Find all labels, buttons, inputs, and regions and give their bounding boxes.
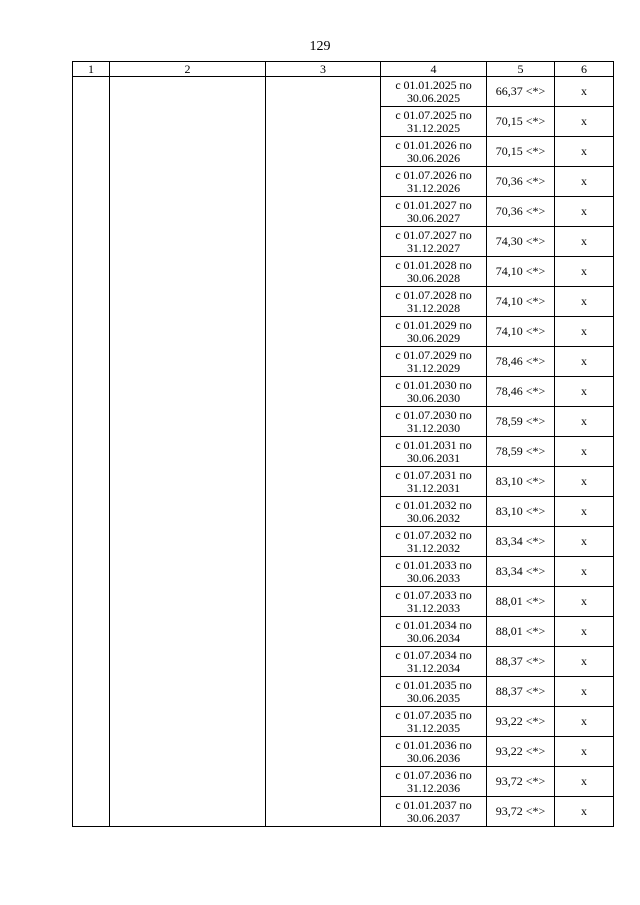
period-cell	[381, 407, 487, 437]
tariff-value-cell: 83,10 <*>	[487, 497, 555, 527]
period-start: с 01.07.2026 по	[395, 167, 472, 182]
tariff-value-cell: 78,46 <*>	[487, 347, 555, 377]
period-cell	[381, 437, 487, 467]
period-start: с 01.01.2029 по	[395, 317, 472, 332]
period-cell	[381, 587, 487, 617]
mark-cell: x	[555, 257, 614, 287]
tariff-value-cell: 83,10 <*>	[487, 467, 555, 497]
tariff-value-cell: 74,10 <*>	[487, 257, 555, 287]
period-cell	[381, 647, 487, 677]
period-cell	[381, 137, 487, 167]
period-cell	[381, 767, 487, 797]
period-cell	[381, 557, 487, 587]
col-3-cell	[266, 77, 381, 827]
column-header-5: 5	[487, 62, 555, 77]
period-end: 30.06.2028	[406, 270, 460, 285]
mark-cell: x	[555, 767, 614, 797]
mark-cell: x	[555, 437, 614, 467]
mark-cell: x	[555, 797, 614, 827]
period-cell	[381, 257, 487, 287]
period-cell	[381, 77, 487, 107]
period-cell	[381, 197, 487, 227]
period-end: 31.12.2032	[406, 540, 460, 555]
period-cell	[381, 527, 487, 557]
period-start: с 01.01.2037 по	[395, 797, 472, 812]
tariff-value-cell: 70,36 <*>	[487, 167, 555, 197]
period-end: 30.06.2037	[406, 810, 460, 825]
period-cell	[381, 107, 487, 137]
period-end: 30.06.2031	[406, 450, 460, 465]
period-start: с 01.01.2030 по	[395, 377, 472, 392]
table-row	[73, 77, 614, 107]
period-end: 31.12.2036	[406, 780, 460, 795]
period-start: с 01.07.2029 по	[395, 347, 472, 362]
mark-cell: x	[555, 137, 614, 167]
period-end: 31.12.2035	[406, 720, 460, 735]
col-1-cell	[73, 77, 110, 827]
mark-cell: x	[555, 497, 614, 527]
column-header-6: 6	[555, 62, 614, 77]
tariff-value-cell: 93,22 <*>	[487, 737, 555, 767]
mark-cell: x	[555, 647, 614, 677]
mark-cell: x	[555, 347, 614, 377]
period-end: 31.12.2031	[406, 480, 460, 495]
period-start: с 01.07.2036 по	[395, 767, 472, 782]
period-end: 31.12.2034	[406, 660, 460, 675]
period-end: 30.06.2026	[406, 150, 460, 165]
tariff-value-cell: 70,36 <*>	[487, 197, 555, 227]
period-end: 31.12.2027	[406, 240, 460, 255]
mark-cell: x	[555, 527, 614, 557]
tariff-value-cell: 66,37 <*>	[487, 77, 555, 107]
mark-cell: x	[555, 617, 614, 647]
tariff-value-cell: 83,34 <*>	[487, 527, 555, 557]
period-end: 30.06.2025	[406, 90, 460, 105]
period-cell	[381, 167, 487, 197]
period-cell	[381, 287, 487, 317]
tariff-value-cell: 78,46 <*>	[487, 377, 555, 407]
column-header-1: 1	[73, 62, 110, 77]
tariff-value-cell: 93,72 <*>	[487, 767, 555, 797]
period-start: с 01.01.2034 по	[395, 617, 472, 632]
mark-cell: x	[555, 197, 614, 227]
period-start: с 01.07.2028 по	[395, 287, 472, 302]
period-end: 31.12.2026	[406, 180, 460, 195]
column-header-4: 4	[381, 62, 487, 77]
column-header-3: 3	[266, 62, 381, 77]
period-start: с 01.01.2028 по	[395, 257, 472, 272]
tariff-value-cell: 88,01 <*>	[487, 617, 555, 647]
tariff-value-cell: 78,59 <*>	[487, 407, 555, 437]
tariff-value-cell: 83,34 <*>	[487, 557, 555, 587]
tariff-table	[72, 61, 614, 827]
tariff-value-cell: 74,10 <*>	[487, 317, 555, 347]
mark-cell: x	[555, 167, 614, 197]
period-end: 30.06.2029	[406, 330, 460, 345]
mark-cell: x	[555, 107, 614, 137]
period-start: с 01.01.2025 по	[395, 77, 472, 92]
header-row	[73, 62, 614, 77]
mark-cell: x	[555, 77, 614, 107]
period-start: с 01.07.2033 по	[395, 587, 472, 602]
mark-cell: x	[555, 737, 614, 767]
period-end: 30.06.2030	[406, 390, 460, 405]
period-end: 31.12.2025	[406, 120, 460, 135]
tariff-value-cell: 88,37 <*>	[487, 647, 555, 677]
period-start: с 01.01.2026 по	[395, 137, 472, 152]
period-end: 30.06.2027	[406, 210, 460, 225]
period-start: с 01.07.2027 по	[395, 227, 472, 242]
table-body	[73, 77, 614, 827]
period-start: с 01.07.2031 по	[395, 467, 472, 482]
period-end: 31.12.2033	[406, 600, 460, 615]
period-cell	[381, 677, 487, 707]
period-end: 30.06.2034	[406, 630, 460, 645]
period-cell	[381, 377, 487, 407]
tariff-value-cell: 88,01 <*>	[487, 587, 555, 617]
period-start: с 01.07.2030 по	[395, 407, 472, 422]
period-end: 30.06.2032	[406, 510, 460, 525]
tariff-value-cell: 74,30 <*>	[487, 227, 555, 257]
period-cell	[381, 707, 487, 737]
period-start: с 01.07.2035 по	[395, 707, 472, 722]
period-end: 31.12.2029	[406, 360, 460, 375]
tariff-value-cell: 70,15 <*>	[487, 137, 555, 167]
tariff-value-cell: 93,22 <*>	[487, 707, 555, 737]
mark-cell: x	[555, 467, 614, 497]
tariff-value-cell: 78,59 <*>	[487, 437, 555, 467]
period-cell	[381, 737, 487, 767]
period-cell	[381, 347, 487, 377]
period-start: с 01.01.2036 по	[395, 737, 472, 752]
period-start: с 01.01.2035 по	[395, 677, 472, 692]
mark-cell: x	[555, 677, 614, 707]
period-end: 30.06.2033	[406, 570, 460, 585]
period-cell	[381, 617, 487, 647]
mark-cell: x	[555, 587, 614, 617]
period-start: с 01.01.2027 по	[395, 197, 472, 212]
period-cell	[381, 227, 487, 257]
period-start: с 01.07.2032 по	[395, 527, 472, 542]
period-end: 31.12.2028	[406, 300, 460, 315]
col-2-cell	[110, 77, 266, 827]
mark-cell: x	[555, 287, 614, 317]
mark-cell: x	[555, 317, 614, 347]
tariff-value-cell: 74,10 <*>	[487, 287, 555, 317]
period-cell	[381, 497, 487, 527]
tariff-value-cell: 70,15 <*>	[487, 107, 555, 137]
mark-cell: x	[555, 377, 614, 407]
tariff-value-cell: 88,37 <*>	[487, 677, 555, 707]
mark-cell: x	[555, 557, 614, 587]
period-cell	[381, 317, 487, 347]
column-header-2: 2	[110, 62, 266, 77]
page-number: 129	[309, 39, 331, 54]
period-start: с 01.01.2031 по	[395, 437, 472, 452]
period-start: с 01.07.2025 по	[395, 107, 472, 122]
period-end: 30.06.2036	[406, 750, 460, 765]
period-cell	[381, 797, 487, 827]
mark-cell: x	[555, 227, 614, 257]
tariff-value-cell: 93,72 <*>	[487, 797, 555, 827]
period-cell	[381, 467, 487, 497]
period-start: с 01.07.2034 по	[395, 647, 472, 662]
mark-cell: x	[555, 407, 614, 437]
mark-cell: x	[555, 707, 614, 737]
period-start: с 01.01.2032 по	[395, 497, 472, 512]
period-end: 31.12.2030	[406, 420, 460, 435]
period-end: 30.06.2035	[406, 690, 460, 705]
period-start: с 01.01.2033 по	[395, 557, 472, 572]
